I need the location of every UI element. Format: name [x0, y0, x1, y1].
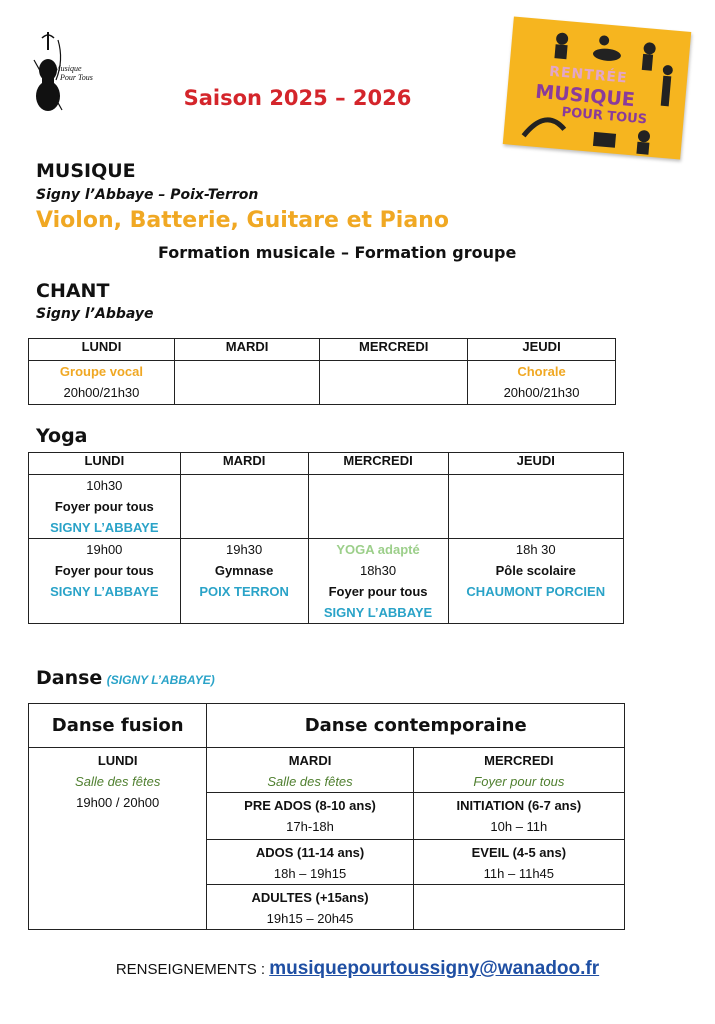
yoga-r2-lundi-place: Foyer pour tous	[54, 563, 154, 578]
musique-formation: Formation musicale – Formation groupe	[158, 243, 517, 262]
danse-mardi-group-3: ADULTES (+15ans)	[251, 890, 369, 905]
chant-cell-mardi	[174, 361, 319, 405]
chant-location: Signy l’Abbaye	[36, 306, 154, 322]
yoga-r2-mardi-place: Gymnase	[214, 563, 274, 578]
yoga-r1-lundi	[29, 475, 181, 539]
danse-mercredi-place: Foyer pour tous	[473, 774, 565, 789]
yoga-r2-mercredi-label: YOGA adapté	[336, 542, 420, 557]
danse-heading	[36, 667, 215, 689]
yoga-r2-jeudi-time: 18h 30	[515, 542, 556, 557]
yoga-r2-mardi-town: POIX TERRON	[199, 584, 289, 599]
danse-mercredi-row-1	[413, 793, 624, 840]
danse-fusion-cell	[29, 748, 207, 930]
chant-jeudi-name: Chorale	[517, 364, 566, 379]
yoga-r1-lundi-place: Foyer pour tous	[54, 499, 154, 514]
danse-fusion-day: LUNDI	[97, 753, 138, 768]
danse-mercredi-group-1: INITIATION (6-7 ans)	[456, 798, 582, 813]
chant-header-mardi: MARDI	[174, 339, 319, 361]
danse-mardi-row-3	[207, 885, 413, 930]
logo-text-line-2: Pour Tous	[60, 73, 93, 82]
chant-cell-mercredi	[320, 361, 468, 405]
danse-location: (SIGNY L’ABBAYE)	[106, 673, 215, 687]
musique-title: MUSIQUE	[36, 160, 136, 182]
danse-mercredi-row-3	[413, 885, 624, 930]
chant-cell-lundi	[29, 361, 175, 405]
yoga-r1-lundi-town: SIGNY L’ABBAYE	[50, 520, 159, 535]
yoga-r1-mercredi	[308, 475, 448, 539]
yoga-r1-jeudi	[448, 475, 623, 539]
musique-instruments: Violon, Batterie, Guitare et Piano	[36, 208, 449, 233]
danse-table	[28, 703, 625, 930]
yoga-r2-lundi-town: SIGNY L’ABBAYE	[50, 584, 159, 599]
danse-fusion-time: 19h00 / 20h00	[76, 795, 160, 810]
danse-mardi-row-2	[207, 840, 413, 885]
danse-mercredi-group-2: EVEIL (4-5 ans)	[471, 845, 567, 860]
yoga-r2-mercredi-place: Foyer pour tous	[328, 584, 428, 599]
chant-title: CHANT	[36, 280, 110, 302]
yoga-r1-lundi-time: 10h30	[86, 478, 123, 493]
musique-location: Signy l’Abbaye – Poix-Terron	[36, 187, 259, 203]
yoga-r2-mardi-time: 19h30	[226, 542, 263, 557]
chant-header-lundi: LUNDI	[29, 339, 175, 361]
danse-mercredi-time-2: 11h – 11h45	[483, 866, 555, 881]
chant-header-jeudi: JEUDI	[468, 339, 616, 361]
danse-mardi-group-1: PRE ADOS (8-10 ans)	[244, 798, 376, 813]
yoga-r2-mercredi-time: 18h30	[359, 563, 397, 578]
yoga-r2-jeudi-town: CHAUMONT PORCIEN	[466, 584, 606, 599]
promo-line-1: RENTRÉE	[548, 63, 629, 87]
danse-mardi-row-1	[207, 793, 413, 840]
contact-email-link[interactable]: musiquepourtoussigny@wanadoo.fr	[269, 958, 600, 979]
danse-mardi-time-3: 19h15 – 20h45	[266, 911, 354, 926]
footer-label: RENSEIGNEMENTS :	[115, 961, 270, 978]
yoga-r2-lundi	[29, 539, 181, 624]
danse-fusion-place: Salle des fêtes	[75, 774, 161, 789]
yoga-r2-mercredi-town: SIGNY L’ABBAYE	[323, 605, 433, 620]
chant-table	[28, 338, 616, 405]
yoga-header-jeudi: JEUDI	[448, 453, 623, 475]
danse-mercredi-header-cell	[413, 748, 624, 793]
yoga-r2-lundi-time: 19h00	[86, 542, 123, 557]
danse-mardi-place: Salle des fêtes	[267, 774, 353, 789]
danse-mercredi-row-2	[413, 840, 624, 885]
chant-lundi-time: 20h00/21h30	[63, 385, 140, 400]
yoga-table	[28, 452, 624, 624]
yoga-r2-mardi	[180, 539, 308, 624]
danse-mercredi-time-1: 10h – 11h	[490, 819, 548, 834]
yoga-r2-mercredi	[308, 539, 448, 624]
chant-cell-jeudi	[468, 361, 616, 405]
danse-fusion-header: Danse fusion	[29, 704, 207, 748]
chant-jeudi-time: 20h00/21h30	[503, 385, 580, 400]
yoga-header-mercredi: MERCREDI	[308, 453, 448, 475]
yoga-header-mardi: MARDI	[180, 453, 308, 475]
promo-line-3: POUR TOUS	[561, 105, 648, 128]
promo-line-2: MUSIQUE	[534, 80, 636, 112]
danse-mardi-header-cell	[207, 748, 413, 793]
promo-image	[503, 16, 691, 159]
danse-contemporaine-header: Danse contemporaine	[207, 704, 625, 748]
logo-text-line-1: Musique	[54, 64, 82, 73]
chant-header-mercredi: MERCREDI	[320, 339, 468, 361]
danse-title: Danse	[36, 667, 103, 689]
footer	[0, 958, 715, 980]
danse-mardi-group-2: ADOS (11-14 ans)	[255, 845, 365, 860]
danse-mardi-time-1: 17h-18h	[286, 819, 334, 834]
season-title: Saison 2025 – 2026	[183, 86, 412, 110]
yoga-title: Yoga	[36, 425, 88, 447]
yoga-r2-jeudi-place: Pôle scolaire	[495, 563, 576, 578]
chant-lundi-name: Groupe vocal	[59, 364, 143, 379]
danse-mardi-time-2: 18h – 19h15	[273, 866, 347, 881]
yoga-r1-mardi	[180, 475, 308, 539]
danse-mardi-day: MARDI	[288, 753, 332, 768]
danse-mercredi-day: MERCREDI	[484, 753, 554, 768]
yoga-header-lundi: LUNDI	[29, 453, 181, 475]
yoga-r2-jeudi	[448, 539, 623, 624]
